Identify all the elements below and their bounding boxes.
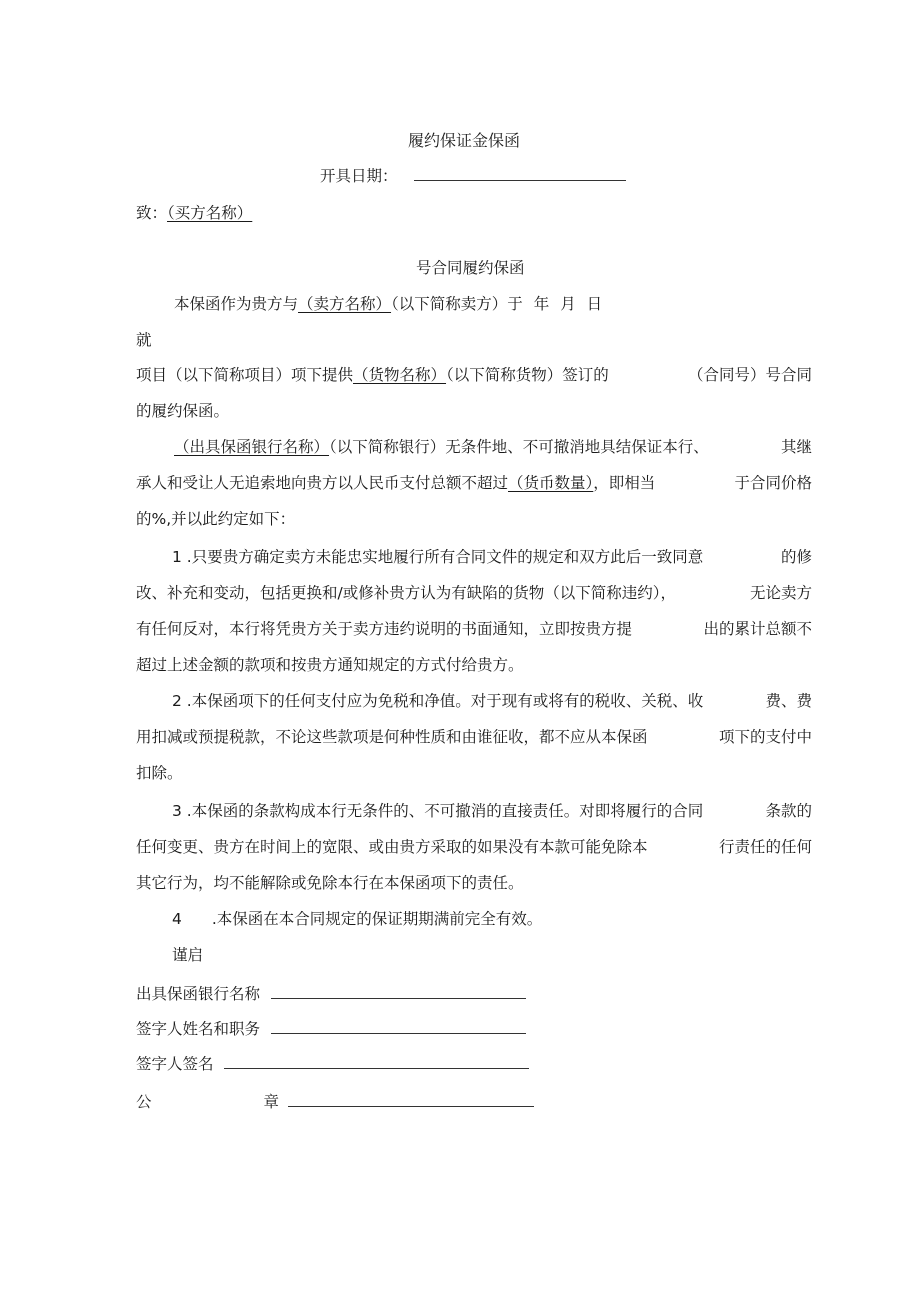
signer-name-title-label: 签字人姓名和职务 (136, 1020, 261, 1038)
p2-line3: 的%,并以此约定如下： (136, 510, 296, 528)
clause1-line3 (136, 617, 812, 639)
clause2-line2 (136, 725, 812, 747)
p1-text-b: （以下简称卖方）于 (391, 295, 523, 313)
p2-text-c: 承人和受让人无追索地向贵方以人民币支付总额不超过 (136, 474, 509, 492)
clause1-line1 (172, 545, 812, 567)
p1-year: 年 (533, 295, 550, 313)
clause2-text-1a: 2 .本保函项下的任何支付应为免税和净值。对于现有或将有的税收、关税、收 (172, 692, 704, 710)
clause1-line2 (136, 581, 812, 603)
goods-name: （货物名称） (353, 366, 447, 384)
clause4-text: .本保函在本合同规定的保证期期满前完全有效。 (211, 910, 543, 928)
p1-text-c: 项目（以下简称项目）项下提供 (136, 366, 354, 384)
clause4-line (172, 907, 542, 929)
signature-seal-row (136, 1090, 534, 1112)
clause3-text-1a: 3 .本保函的条款构成本行无条件的、不可撤消的直接责任。对即将履行的合同 (172, 802, 704, 820)
p2-text-a: （以下简称银行）无条件地、不可撤消地具结保证本行、 (329, 438, 709, 456)
clause2-text-1b: 费、费 (765, 692, 812, 710)
clause1-text-1b: 的修 (780, 548, 812, 566)
clause4-number: 4 (172, 910, 182, 928)
p1-text-a: 本保函作为贵方与 (174, 295, 299, 313)
to-label: 致： (136, 204, 168, 222)
clause3-line2 (136, 835, 812, 857)
clause3-text-2b: 行责任的任何 (718, 838, 812, 856)
p2-text-e: 于合同价格 (734, 474, 812, 492)
contract-no: （合同号）号合同 (687, 366, 812, 384)
p2-line2 (136, 471, 812, 493)
clause1-line4: 超过上述金额的款项和按贵方通知规定的方式付给贵方。 (136, 656, 524, 674)
clause1-text-2a: 改、补充和变动，包括更换和/或修补贵方认为有缺陷的货物（以下简称违约）， (136, 584, 676, 602)
clause3-text-1b: 条款的 (765, 802, 812, 820)
seal-field[interactable] (288, 1092, 534, 1107)
clause3-line1 (172, 799, 812, 821)
currency-amount: （货币数量） (508, 474, 594, 492)
addressee-row (136, 201, 252, 223)
bank-name: （出具保函银行名称） (174, 438, 330, 456)
document-title: 履约保证金保函 (408, 131, 521, 150)
subtitle: 号合同履约保函 (416, 259, 525, 277)
p2-text-b: 其继 (780, 438, 812, 456)
seal-label-b: 章 (263, 1093, 280, 1111)
p2-text-d: ，即相当 (593, 474, 656, 492)
p1-line4: 的履约保函。 (136, 402, 230, 420)
clause2-text-2a: 用扣减或预提税款，不论这些款项是何种性质和由谁征收，都不应从本保函 (136, 728, 648, 746)
signature-sign-row (136, 1052, 529, 1074)
signature-signer-row (136, 1017, 526, 1039)
seller-name: （卖方名称） (298, 295, 392, 313)
signature-bank-row (136, 982, 526, 1004)
signer-signature-field[interactable] (224, 1054, 529, 1069)
buyer-name: （买方名称） (167, 204, 253, 222)
signer-signature-label: 签字人签名 (136, 1055, 214, 1073)
signer-name-title-field[interactable] (271, 1019, 526, 1034)
p1-text-d: （以下简称货物）签订的 (446, 366, 609, 384)
seal-label-a: 公 (136, 1093, 152, 1111)
p2-line1 (174, 435, 812, 457)
issue-date-field[interactable] (414, 166, 626, 181)
clause1-text-1a: 1 .只要贵方确定卖方未能忠实地履行所有合同文件的规定和双方此后一致同意 (172, 548, 704, 566)
clause3-line3: 其它行为，均不能解除或免除本行在本保函项下的责任。 (136, 874, 524, 892)
p1-line1 (174, 292, 602, 314)
issue-date-row (320, 164, 626, 186)
clause2-text-2b: 项下的支付中 (718, 728, 812, 746)
clause2-line1 (172, 689, 812, 711)
bank-name-field[interactable] (271, 984, 526, 999)
p1-line3 (136, 363, 812, 385)
closing: 谨启 (172, 946, 204, 964)
clause3-text-2a: 任何变更、贵方在时间上的宽限、或由贵方采取的如果没有本款可能免除本 (136, 838, 648, 856)
p1-day: 日 (586, 295, 603, 313)
p1-month: 月 (560, 295, 576, 313)
issue-date-label: 开具日期： (320, 167, 398, 185)
p1-jiu: 就 (136, 331, 152, 349)
bank-name-label: 出具保函银行名称 (136, 985, 261, 1003)
clause1-text-2b: 无论卖方 (749, 584, 812, 602)
clause1-text-3a: 有任何反对，本行将凭贵方关于卖方违约说明的书面通知，立即按贵方提 (136, 620, 633, 638)
clause1-text-3b: 出的累计总额不 (703, 620, 812, 638)
clause2-line3: 扣除。 (136, 764, 183, 782)
